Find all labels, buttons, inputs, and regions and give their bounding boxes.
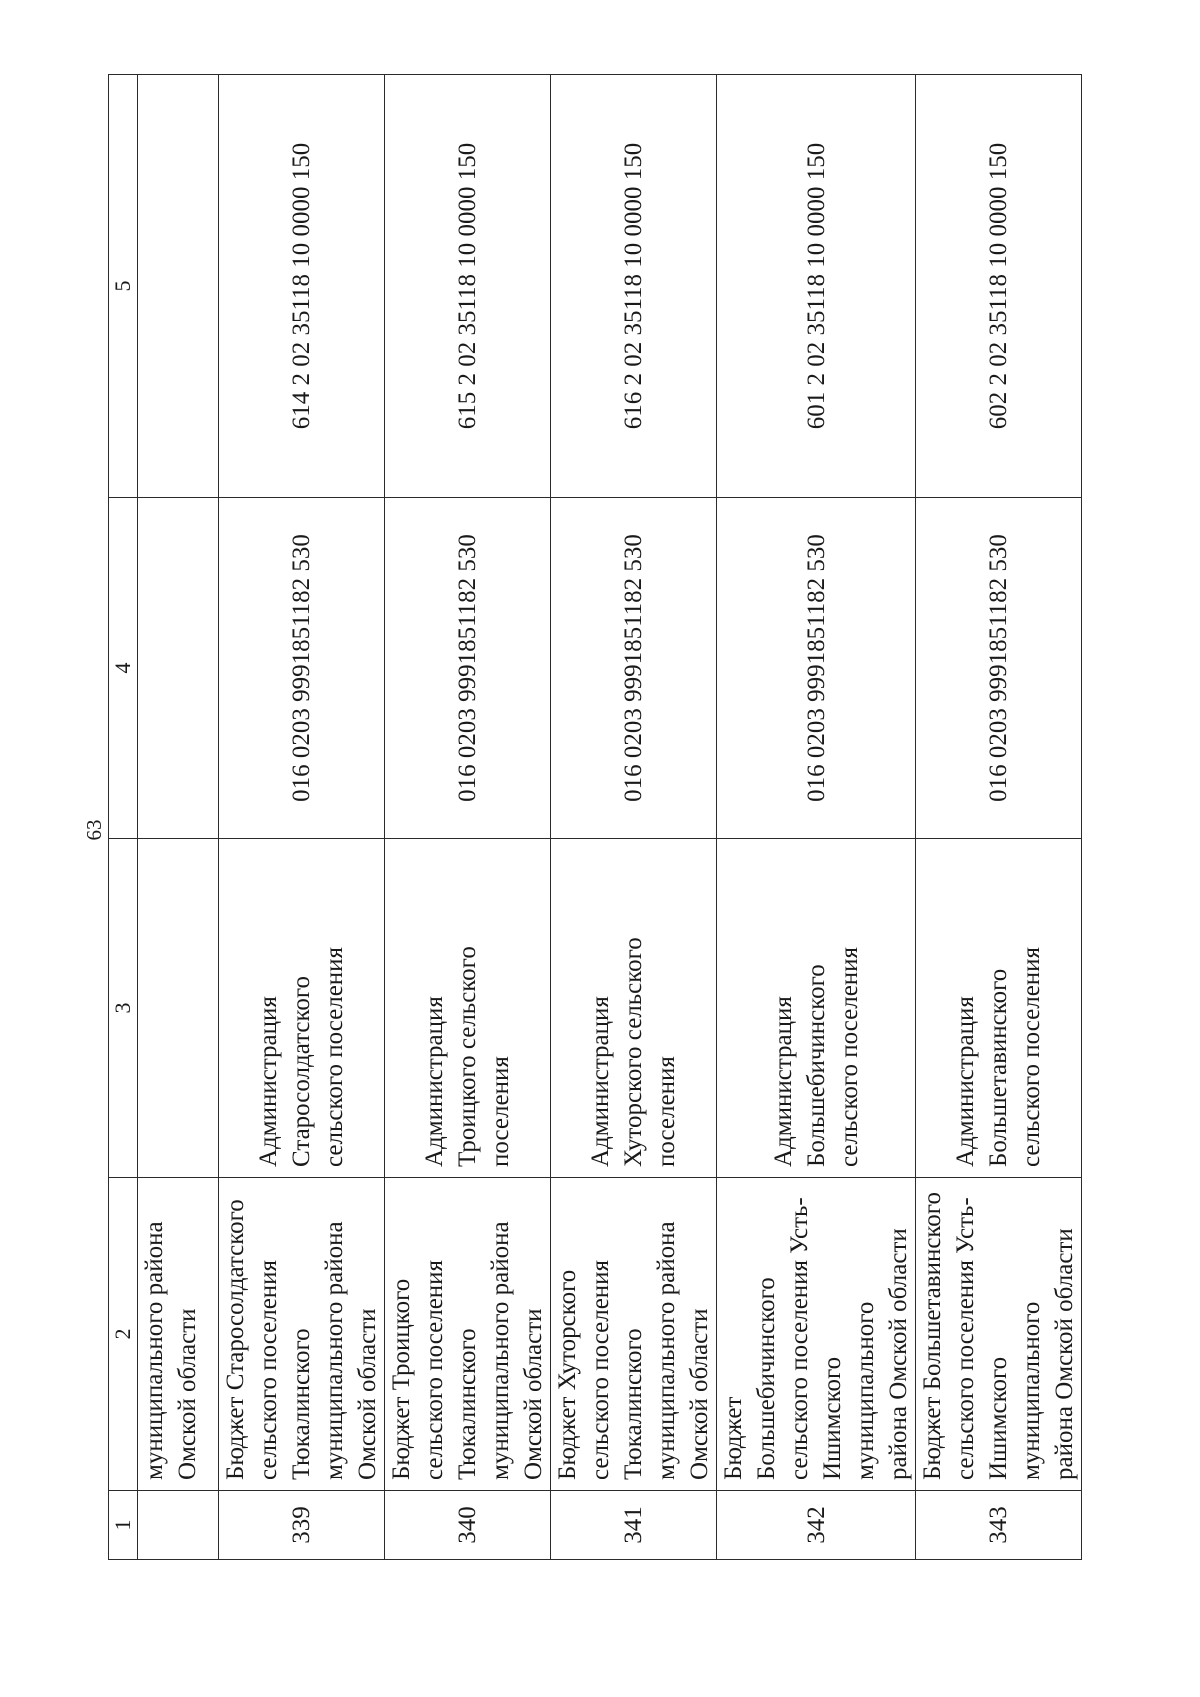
revenue-code-cell: 616 2 02 35118 10 0000 150 (551, 75, 717, 498)
budget-name-cell: Бюджет Хуторского сельского поселения Тюкалинского муниципального района Омской области (551, 1178, 717, 1491)
expense-code-cell: 016 0203 9991851182 530 (219, 498, 385, 839)
table-row (551, 75, 717, 1560)
administrator-cell: Администрация Большетавинского сельского поселения (916, 839, 1082, 1178)
revenue-code-cell: 615 2 02 35118 10 0000 150 (385, 75, 551, 498)
table-header-row (109, 75, 138, 1560)
expense-code-cell: 016 0203 9991851182 530 (551, 498, 717, 839)
budget-name-cell: Бюджет Старосолдатского сельского поселения Тюкалинского муниципального района Омской области (219, 1178, 385, 1491)
administrator-cell (138, 839, 219, 1178)
budget-name-cell: Бюджет Троицкого сельского поселения Тюкалинского муниципального района Омской области (385, 1178, 551, 1491)
budget-codes-table (108, 74, 1082, 1560)
revenue-code-cell: 601 2 02 35118 10 0000 150 (717, 75, 916, 498)
administrator-cell: Администрация Троицкого сельского поселения (385, 839, 551, 1178)
table-row-continuation (138, 75, 219, 1560)
revenue-code-cell: 602 2 02 35118 10 0000 150 (916, 75, 1082, 498)
table-row (219, 75, 385, 1560)
expense-code-cell: 016 0203 9991851182 530 (916, 498, 1082, 839)
budget-name-cell: муниципального района Омской области (138, 1178, 219, 1491)
expense-code-cell: 016 0203 9991851182 530 (385, 498, 551, 839)
header-col-1: 1 (109, 1491, 138, 1560)
row-number-cell: 340 (385, 1491, 551, 1560)
row-number-cell: 341 (551, 1491, 717, 1560)
header-col-5: 5 (109, 75, 138, 498)
revenue-code-cell: 614 2 02 35118 10 0000 150 (219, 75, 385, 498)
budget-name-cell: Бюджет Большетавинского сельского поселения Усть- Ишимского муниципального района Омской области (916, 1178, 1082, 1491)
revenue-code-cell (138, 75, 219, 498)
row-number-cell: 339 (219, 1491, 385, 1560)
administrator-cell: Администрация Хуторского сельского поселения (551, 839, 717, 1178)
expense-code-cell: 016 0203 9991851182 530 (717, 498, 916, 839)
header-col-2: 2 (109, 1178, 138, 1491)
table-row (916, 75, 1082, 1560)
page-number: 63 (82, 819, 106, 841)
row-number-cell (138, 1491, 219, 1560)
table-row (717, 75, 916, 1560)
row-number-cell: 342 (717, 1491, 916, 1560)
administrator-cell: Администрация Большебичинского сельского поселения (717, 839, 916, 1178)
header-col-4: 4 (109, 498, 138, 839)
expense-code-cell (138, 498, 219, 839)
administrator-cell: Администрация Старосолдатского сельского поселения (219, 839, 385, 1178)
table-row (385, 75, 551, 1560)
header-col-3: 3 (109, 839, 138, 1178)
budget-name-cell: Бюджет Большебичинского сельского поселения Усть- Ишимского муниципального района Омской области (717, 1178, 916, 1491)
row-number-cell: 343 (916, 1491, 1082, 1560)
